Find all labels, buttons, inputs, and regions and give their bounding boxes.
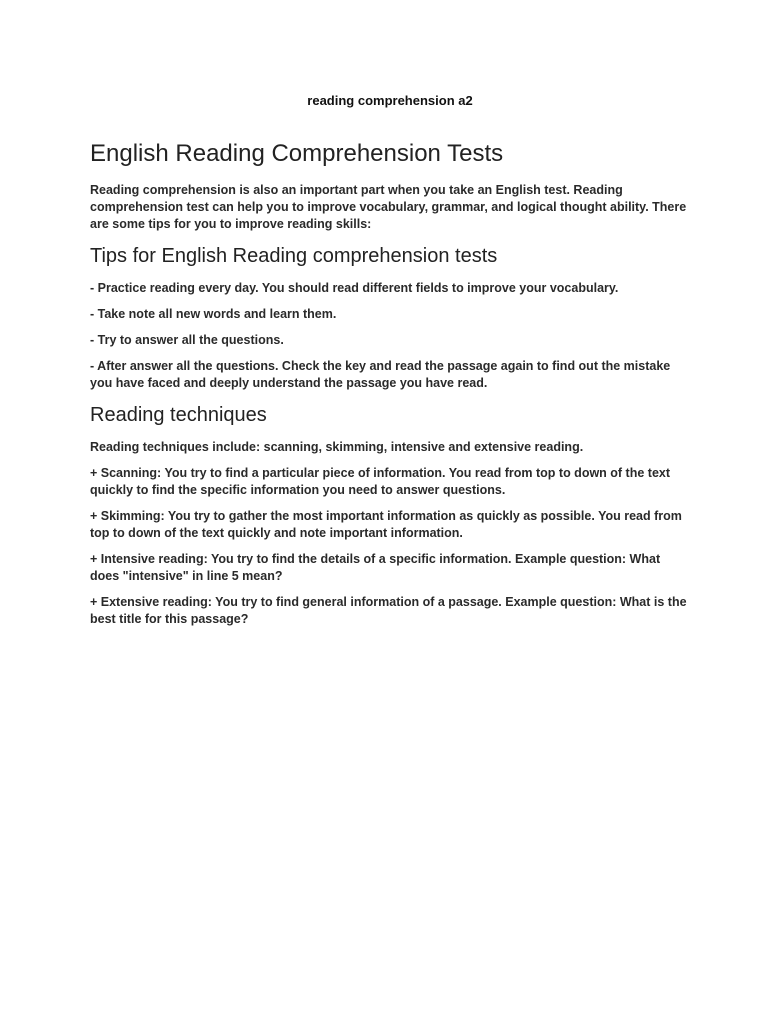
document-title: reading comprehension a2 xyxy=(307,93,473,108)
tips-heading: Tips for English Reading comprehension tests xyxy=(90,245,498,267)
tip-item: - After answer all the questions. Check the key and read the passage again to find out the mistake you have faced and deeply understand the passage you have read. xyxy=(90,359,671,390)
tip-item: - Take note all new words and learn them. xyxy=(90,307,337,321)
techniques-intro: Reading techniques include: scanning, skimming, intensive and extensive reading. xyxy=(90,440,584,454)
techniques-heading: Reading techniques xyxy=(90,404,267,426)
technique-item: + Intensive reading: You try to find the details of a specific information. Example question: What does "intensive" in line 5 mean? xyxy=(90,552,661,583)
tips-list xyxy=(90,280,690,392)
technique-item: + Scanning: You try to find a particular piece of information. You read from top to down of the text quickly to find the specific information you need to answer questions. xyxy=(90,466,671,497)
document-content xyxy=(90,138,690,637)
techniques-list xyxy=(90,465,690,628)
main-heading: English Reading Comprehension Tests xyxy=(90,140,504,167)
intro-paragraph: Reading comprehension is also an important part when you take an English test. Reading comprehension test can help you to improve vocabulary, grammar, and logical thought ability. There are some tips for you to improve reading skills: xyxy=(90,183,687,231)
technique-item: + Skimming: You try to gather the most important information as quickly as possible. You read from top to down of the text quickly and note important information. xyxy=(90,509,682,540)
technique-item: + Extensive reading: You try to find general information of a passage. Example question: What is the best title for this passage? xyxy=(90,595,687,626)
tip-item: - Try to answer all the questions. xyxy=(90,333,284,347)
tip-item: - Practice reading every day. You should read different fields to improve your vocabulary. xyxy=(90,281,619,295)
